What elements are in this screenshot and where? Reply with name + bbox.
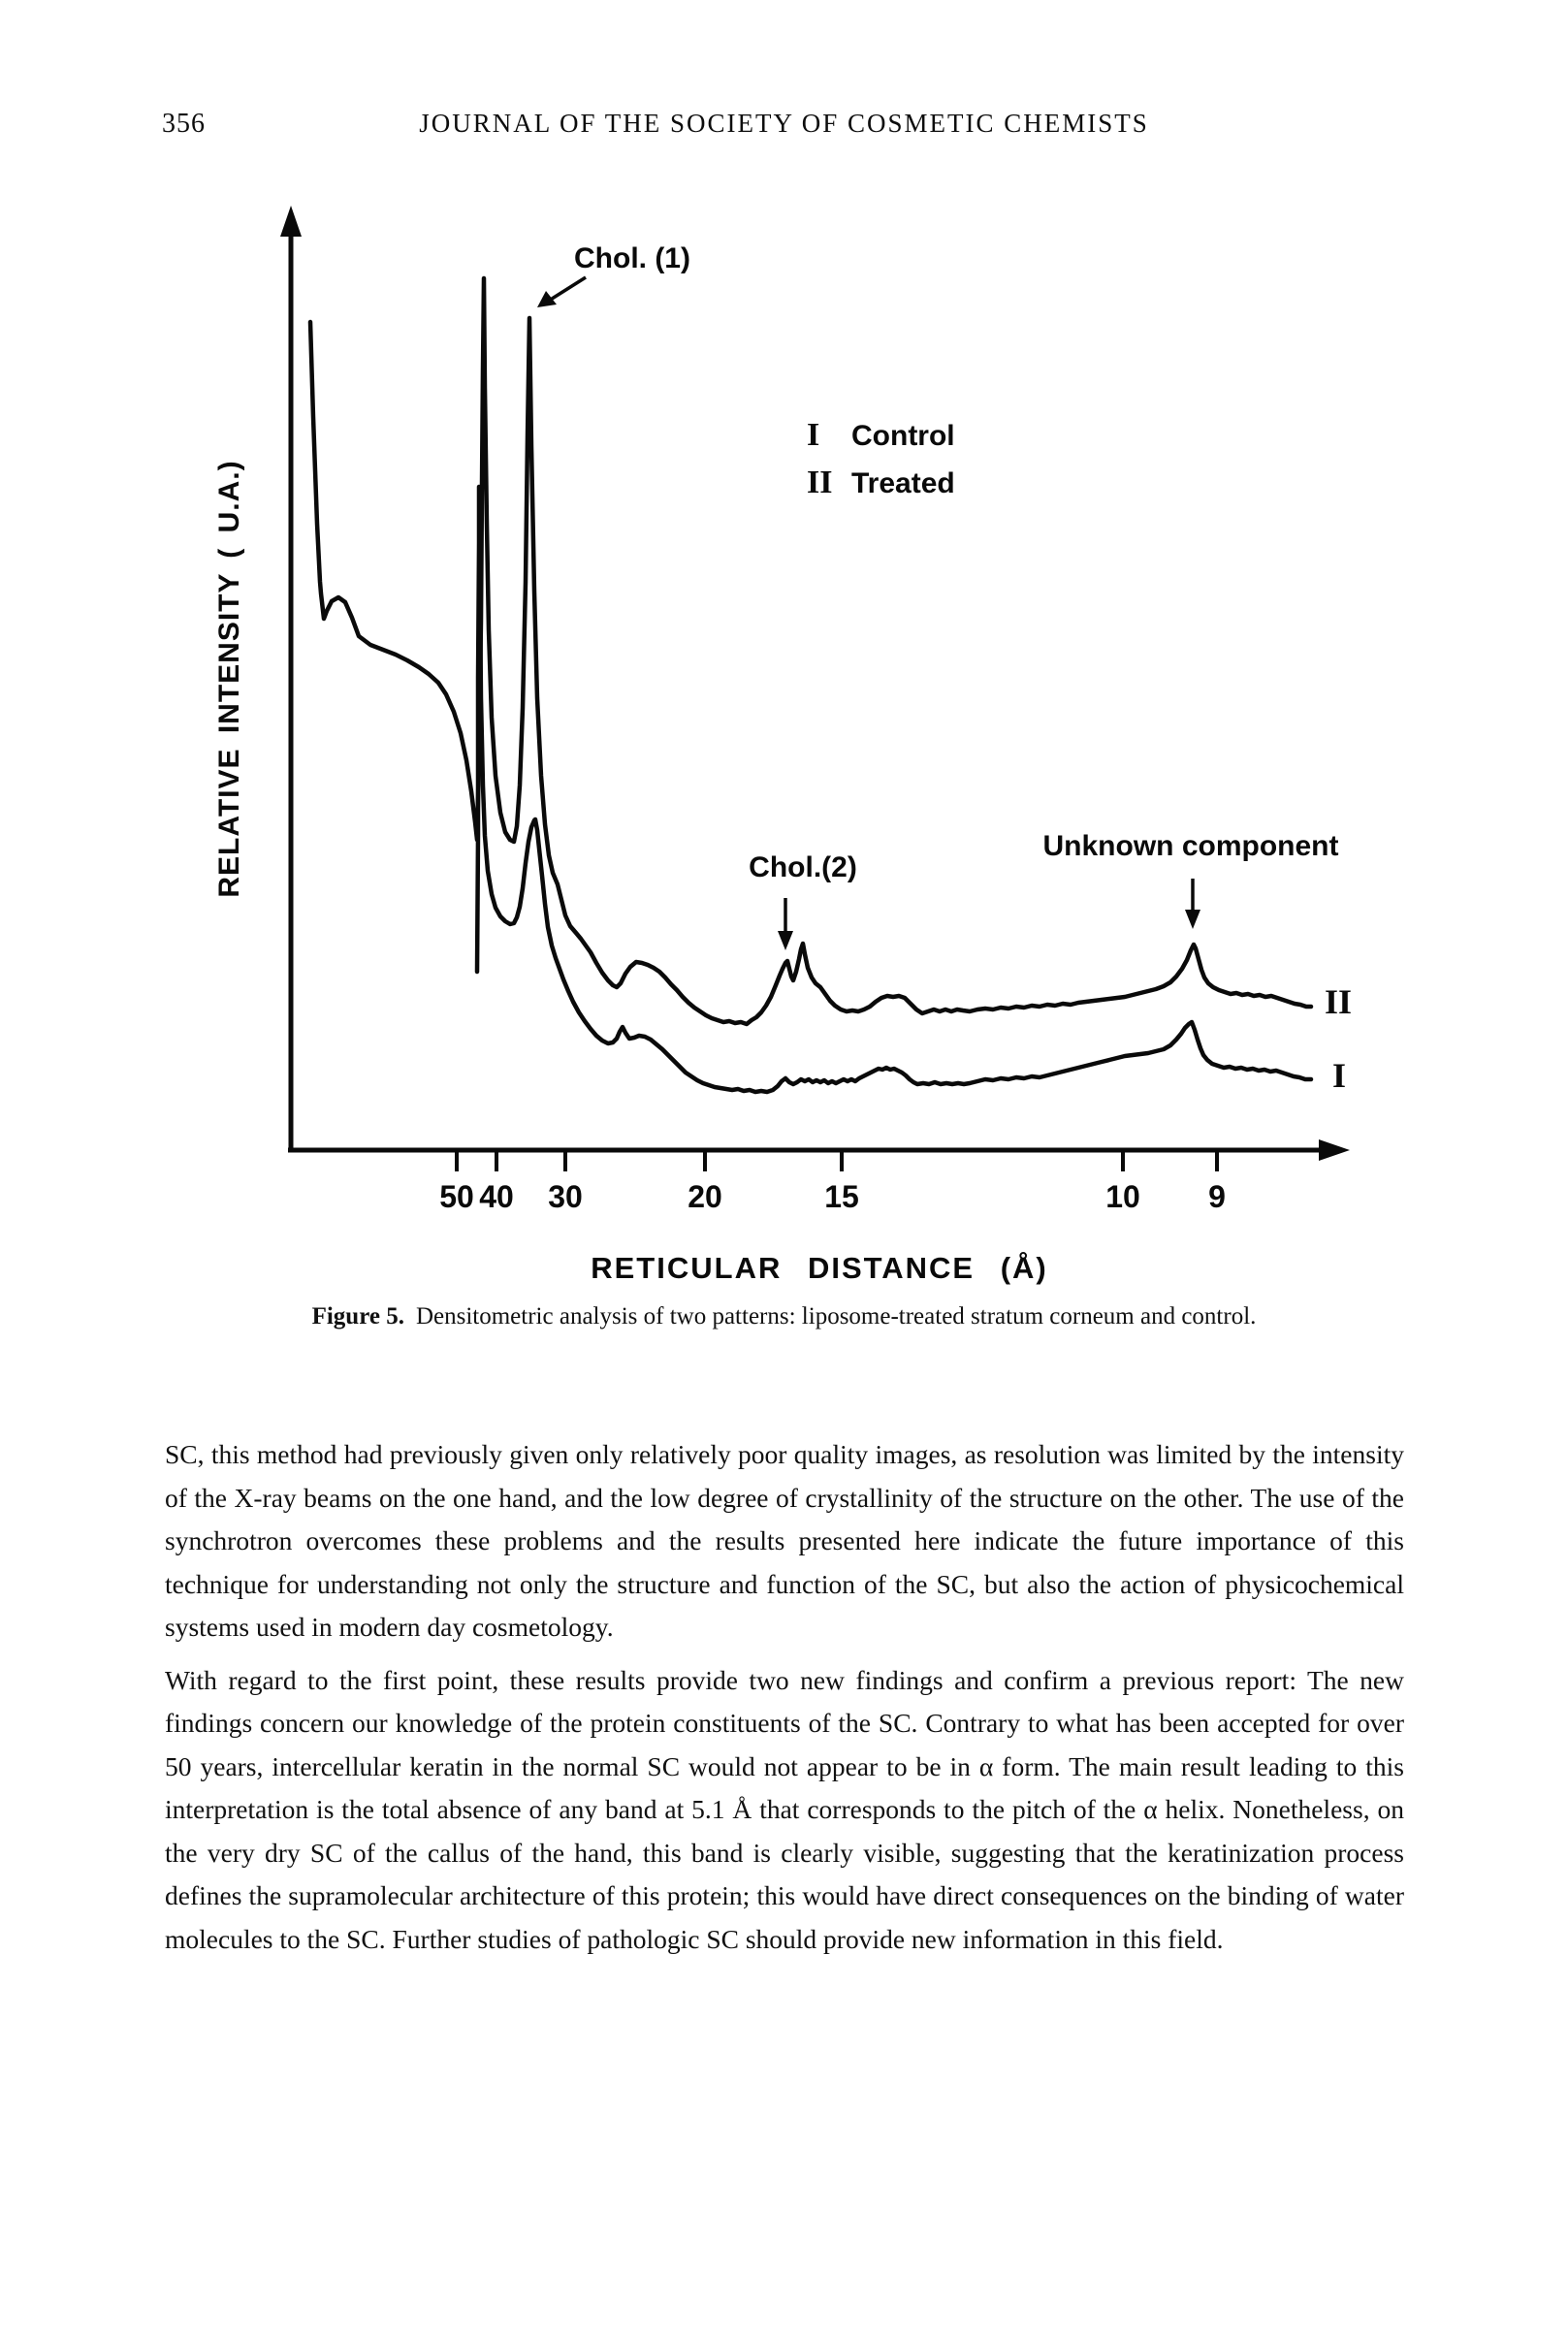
curve-i <box>477 487 1311 1092</box>
page-number: 356 <box>162 109 206 139</box>
journal-header-title: JOURNAL OF THE SOCIETY OF COSMETIC CHEMISTS <box>419 109 1149 138</box>
x-tick-label-9: 9 <box>1208 1179 1226 1214</box>
chol2-arrow-icon <box>778 898 793 950</box>
curve-label-i: I <box>1332 1056 1347 1095</box>
curve-ii <box>310 278 1311 1024</box>
unknown-component-arrow-icon <box>1185 879 1200 929</box>
paragraph-1: SC, this method had previously given only relatively poor quality images, as resolution was limited by the intensity of the X-ray beams on the one hand, and the low degree of crystallinity of the structure on the other. The use of the synchrotron overcomes these problems and the results presented here indicate the future importance of this technique for understanding not only the structure and function of the SC, but also the action of physicochemical systems used in modern day cosmetology. <box>165 1439 1404 1642</box>
legend-numeral-ii: II <box>807 465 833 500</box>
curve-label-ii: II <box>1325 982 1353 1021</box>
x-axis-ticks <box>457 1150 1217 1171</box>
paragraph-2: With regard to the first point, these results provide two new findings and confirm a previous report: The new findings concern our knowledge of the protein constituents of the SC. Contrary to what has been accepted for over 50 years, intercellular keratin in the normal SC would not appear to be in α form. The main result leading to this interpretation is the total absence of any band at 5.1 Å that corresponds to the pitch of the α helix. Nonetheless, on the very dry SC of the callus of the hand, this band is clearly visible, suggesting that the keratinization process defines the supramolecular architecture of this protein; this would have direct consequences on the binding of water molecules to the SC. Further studies of pathologic SC should provide new information in this field. <box>165 1664 1404 1954</box>
figure-caption-text: Densitometric analysis of two patterns: liposome-treated stratum corneum and control. <box>415 1303 1257 1330</box>
y-axis-title: RELATIVE INTENSITY ( U.A.) <box>213 460 245 898</box>
unknown-component-annotation: Unknown component <box>1042 830 1339 862</box>
x-tick-label-15: 15 <box>824 1179 859 1214</box>
legend-label-control: Control <box>851 420 955 452</box>
legend-label-treated: Treated <box>851 467 955 499</box>
x-tick-label-10: 10 <box>1105 1179 1140 1214</box>
y-axis-arrow-icon <box>280 206 302 237</box>
chol2-annotation: Chol.(2) <box>749 851 857 883</box>
chol1-arrow-icon <box>537 277 586 307</box>
legend-numeral-i: I <box>807 417 820 453</box>
x-tick-label-20: 20 <box>688 1179 722 1214</box>
curves <box>310 278 1311 1092</box>
legend-item-control <box>807 417 955 465</box>
chart-legend <box>807 417 955 512</box>
figure-caption-number: Figure 5. <box>311 1303 404 1330</box>
figure-caption <box>0 1303 1568 1330</box>
chol1-annotation: Chol. (1) <box>574 242 690 274</box>
x-tick-label-30: 30 <box>548 1179 583 1214</box>
x-axis-arrow-icon <box>1319 1139 1350 1161</box>
legend-item-treated <box>807 465 955 512</box>
x-tick-label-50: 50 <box>439 1179 474 1214</box>
x-axis-title: RETICULAR DISTANCE (Å) <box>591 1251 1048 1285</box>
x-tick-label-40: 40 <box>479 1179 514 1214</box>
body-text <box>165 1433 1404 1971</box>
